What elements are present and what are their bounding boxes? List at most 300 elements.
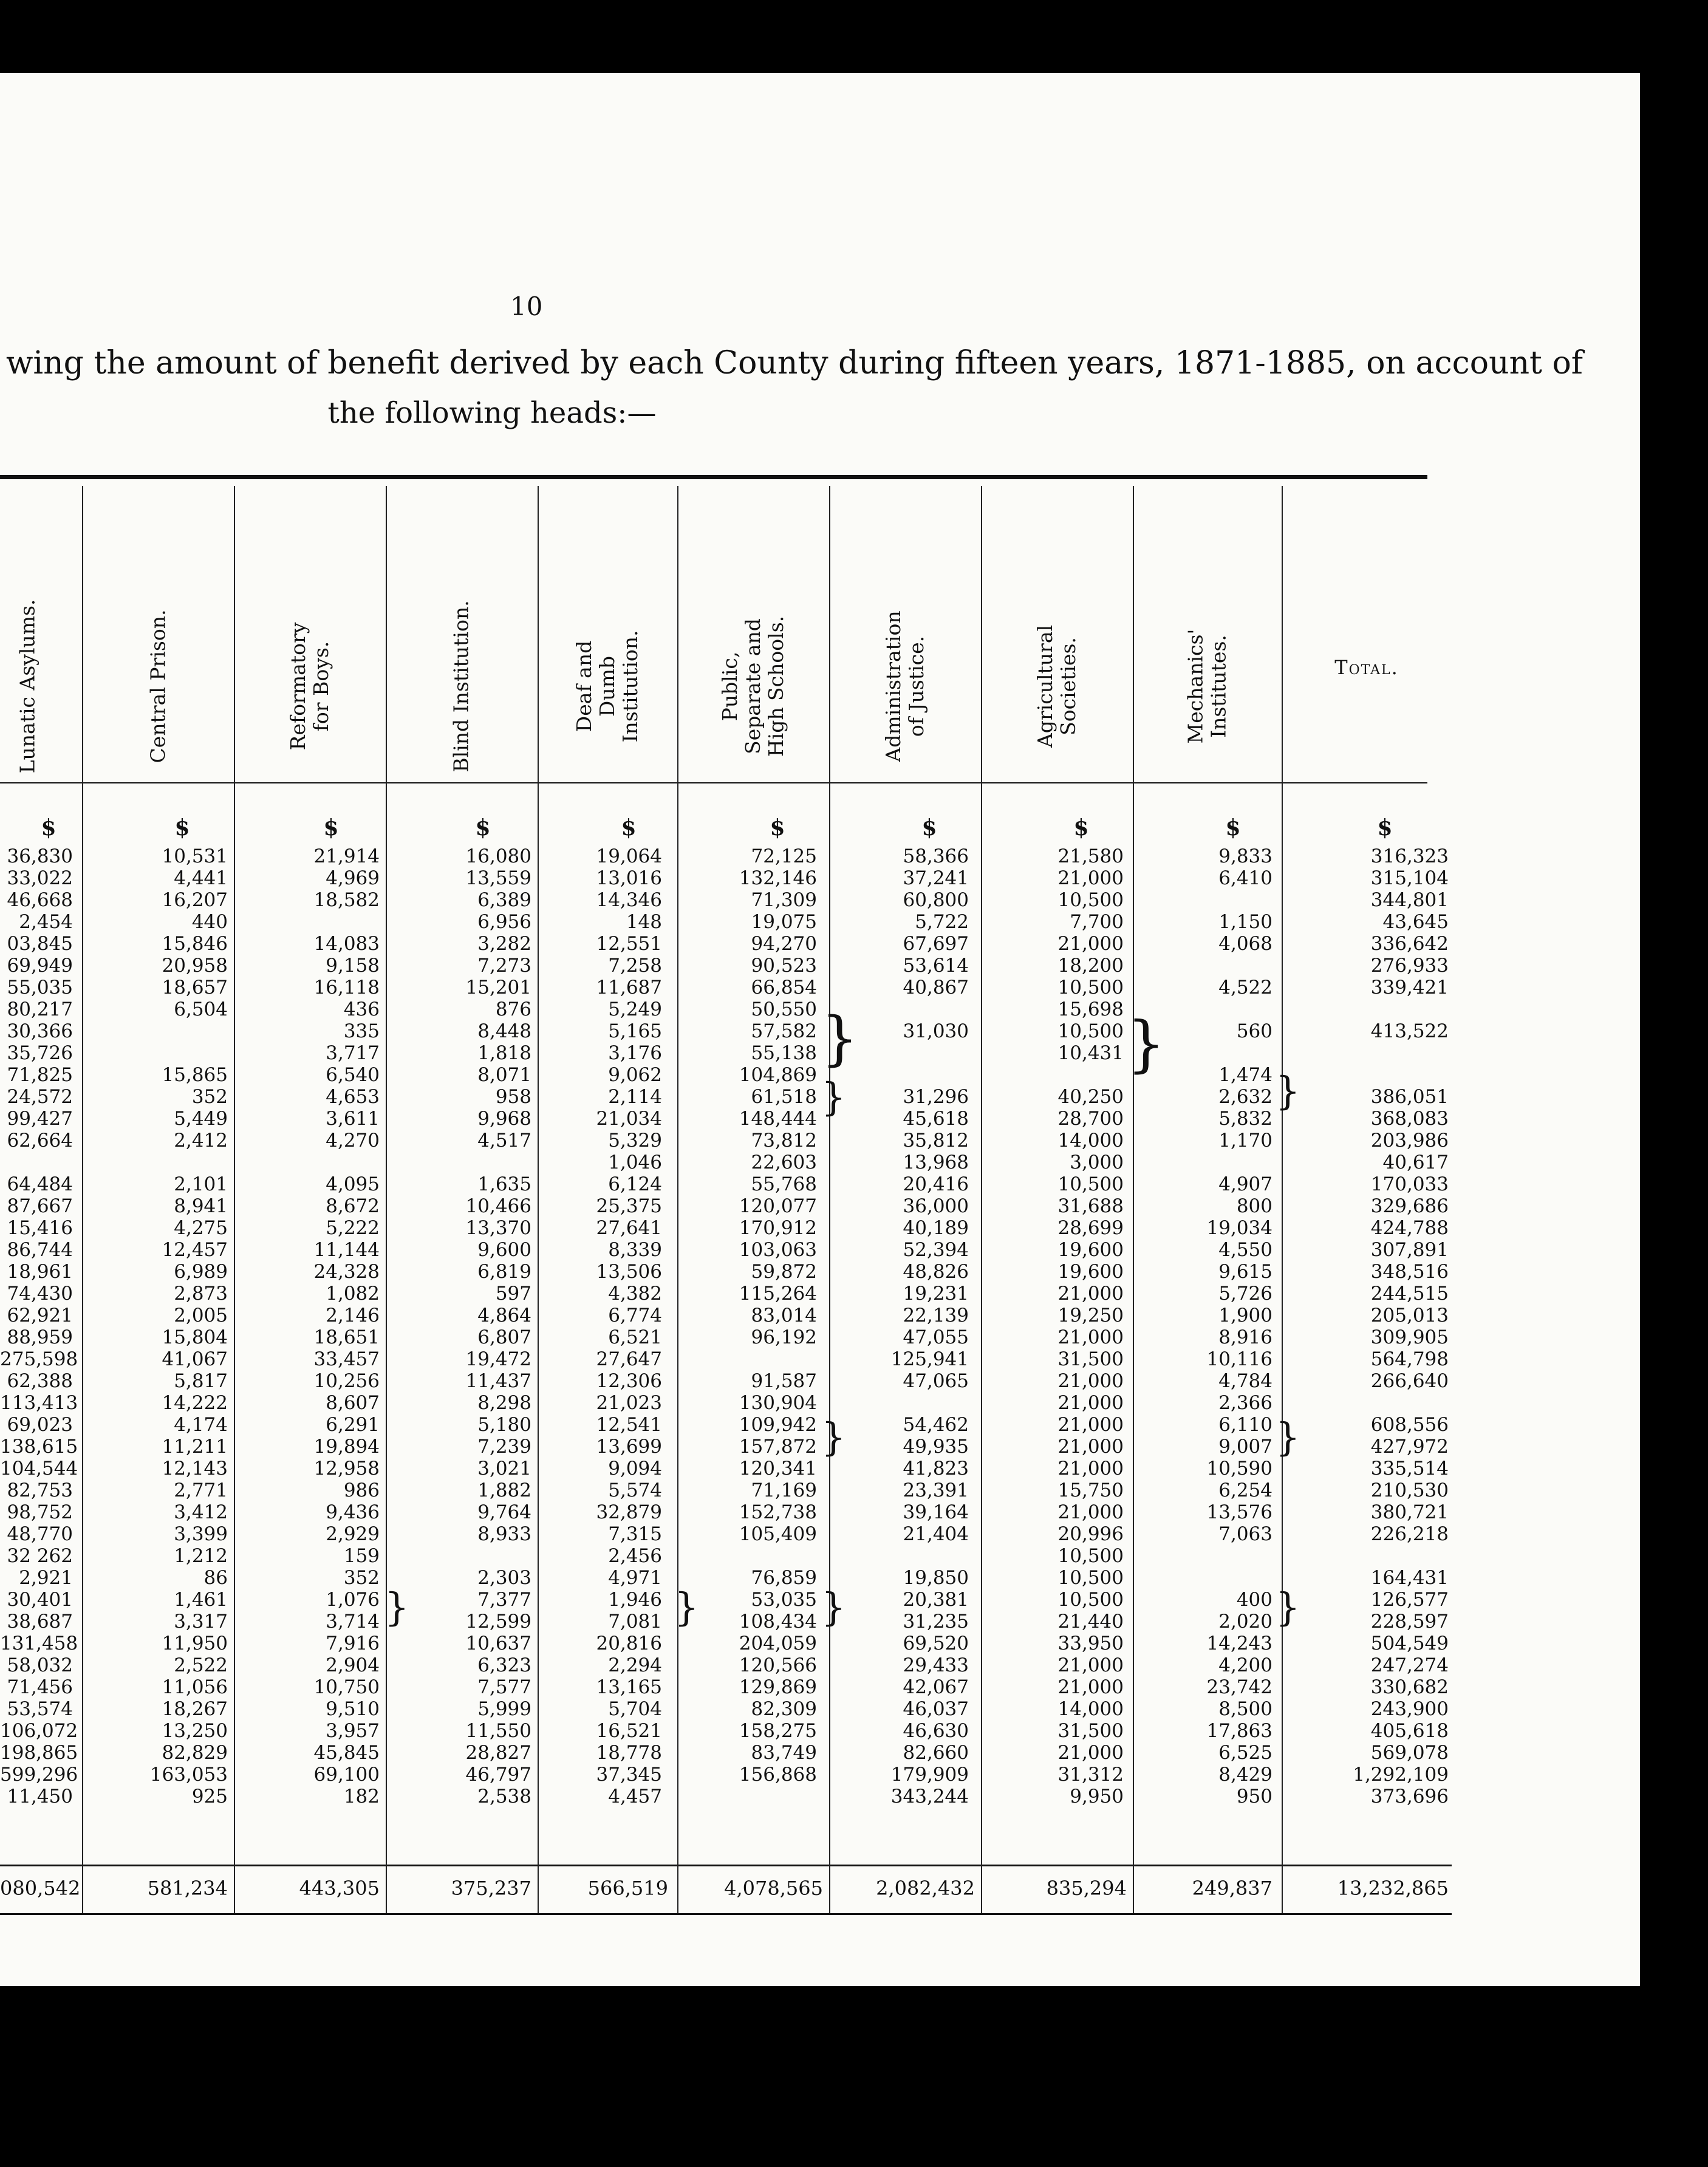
table-cell: 46,630 (903, 1720, 969, 1742)
table-cell: 405,618 (1370, 1720, 1449, 1742)
table-cell: 6,504 (174, 998, 228, 1020)
table-cell: 64,484 (7, 1173, 73, 1195)
table-cell: 7,273 (477, 955, 531, 977)
table-cell: 6,389 (477, 889, 531, 911)
table-cell: 21,000 (1057, 1414, 1124, 1436)
currency-symbol: $ (921, 815, 937, 841)
table-cell: 13,370 (465, 1217, 531, 1239)
table-cell: 148,444 (739, 1108, 817, 1130)
table-cell: 15,865 (162, 1064, 228, 1086)
currency-symbol: $ (621, 815, 637, 841)
table-cell: 40,867 (903, 977, 969, 998)
table-cell: 3,611 (326, 1108, 380, 1130)
table-cell: 8,916 (1218, 1326, 1272, 1348)
table-cell: 3,714 (326, 1611, 380, 1633)
grouping-brace: } (821, 1415, 846, 1460)
table-cell: 13,016 (596, 867, 662, 889)
table-cell: 4,784 (1218, 1370, 1272, 1392)
column-schools (695, 845, 817, 1807)
table-cell: 210,530 (1370, 1479, 1449, 1501)
table-cell: 8,933 (477, 1523, 531, 1545)
table-cell: 12,143 (162, 1458, 228, 1479)
table-cell: 13,559 (465, 867, 531, 889)
column-reformatory (261, 845, 380, 1807)
table-cell: 4,653 (326, 1086, 380, 1108)
table-cell: 5,722 (915, 911, 969, 933)
table-cell (695, 1786, 817, 1807)
table-cell: 22,139 (903, 1305, 969, 1326)
table-cell: 76,859 (751, 1567, 817, 1589)
table-cell: 5,165 (608, 1020, 662, 1042)
table-cell: 71,169 (751, 1479, 817, 1501)
table-cell: 12,306 (596, 1370, 662, 1392)
table-cell: 47,055 (903, 1326, 969, 1348)
table-cell: 7,258 (608, 955, 662, 977)
table-cell: 152,738 (739, 1501, 817, 1523)
table-cell: 61,518 (751, 1086, 817, 1108)
total-rule-bottom (0, 1913, 1452, 1915)
table-cell: 109,942 (739, 1414, 817, 1436)
table-cell: 5,249 (608, 998, 662, 1020)
table-cell: 148 (626, 911, 662, 933)
table-cell: 19,472 (465, 1348, 531, 1370)
table-cell (1142, 955, 1272, 977)
column-header-central-prison: Central Prison. (146, 609, 169, 763)
table-cell: 21,404 (903, 1523, 969, 1545)
table-cell: 7,315 (608, 1523, 662, 1545)
table-cell: 80,217 (7, 998, 73, 1020)
table-cell: 15,201 (465, 977, 531, 998)
table-cell: 11,144 (313, 1239, 380, 1261)
table-cell: 32 262 (7, 1545, 73, 1567)
table-cell: 13,968 (903, 1152, 969, 1173)
table-cell (695, 1545, 817, 1567)
table-cell: 4,907 (1218, 1173, 1272, 1195)
table-cell: 800 (1236, 1195, 1272, 1217)
table-cell: 10,500 (1057, 889, 1124, 911)
table-cell (1142, 1567, 1272, 1589)
table-cell: 4,095 (326, 1173, 380, 1195)
table-cell: 2,771 (174, 1479, 228, 1501)
table-cell: 4,517 (477, 1130, 531, 1152)
column-header-agricultural: Agricultural Societies. (1033, 624, 1080, 748)
column-header-reformatory: Reformatory for Boys. (286, 622, 333, 751)
table-cell: 31,296 (903, 1086, 969, 1108)
table-cell: 198,865 (0, 1742, 78, 1764)
table-cell: 11,687 (596, 977, 662, 998)
table-cell: 31,500 (1057, 1720, 1124, 1742)
table-cell: 560 (1236, 1020, 1272, 1042)
table-cell: 2,146 (326, 1305, 380, 1326)
table-cell: 28,699 (1057, 1217, 1124, 1239)
table-cell: 4,200 (1218, 1654, 1272, 1676)
table-cell: 170,033 (1370, 1173, 1449, 1195)
table-cell: 130,904 (739, 1392, 817, 1414)
table-cell: 104,544 (0, 1458, 78, 1479)
table-cell: 10,500 (1057, 1567, 1124, 1589)
table-cell: 12,551 (596, 933, 662, 955)
table-cell: 2,303 (477, 1567, 531, 1589)
table-cell: 2,454 (19, 911, 73, 933)
table-cell: 4,550 (1218, 1239, 1272, 1261)
total-deaf-dumb: 566,519 (587, 1877, 668, 1900)
table-cell: 52,394 (903, 1239, 969, 1261)
table-cell: 105,409 (739, 1523, 817, 1545)
table-cell: 2,366 (1218, 1392, 1272, 1414)
table-cell: 32,879 (596, 1501, 662, 1523)
table-cell: 31,030 (903, 1020, 969, 1042)
table-cell: 69,100 (313, 1764, 380, 1786)
table-cell: 83,749 (751, 1742, 817, 1764)
table-cell: 10,431 (1057, 1042, 1124, 1064)
table-cell: 66,854 (751, 977, 817, 998)
top-rule (0, 475, 1427, 479)
table-cell: 7,377 (477, 1589, 531, 1611)
table-cell: 6,540 (326, 1064, 380, 1086)
table-cell: 69,023 (7, 1414, 73, 1436)
table-cell: 58,366 (903, 845, 969, 867)
table-cell: 1,150 (1218, 911, 1272, 933)
table-cell: 16,118 (313, 977, 380, 998)
table-cell: 10,500 (1057, 977, 1124, 998)
table-cell: 8,672 (326, 1195, 380, 1217)
table-cell: 5,329 (608, 1130, 662, 1152)
table-cell: 14,346 (596, 889, 662, 911)
table-cell: 8,607 (326, 1392, 380, 1414)
table-cell: 45,845 (313, 1742, 380, 1764)
table-cell: 3,412 (174, 1501, 228, 1523)
table-cell: 3,717 (326, 1042, 380, 1064)
total-schools: 4,078,565 (724, 1877, 823, 1900)
table-cell: 10,500 (1057, 1589, 1124, 1611)
table-cell: 3,317 (174, 1611, 228, 1633)
table-cell: 15,698 (1057, 998, 1124, 1020)
table-cell: 352 (343, 1567, 380, 1589)
table-cell: 925 (191, 1786, 228, 1807)
table-cell: 90,523 (751, 955, 817, 977)
total-agricultural: 835,294 (1046, 1877, 1127, 1900)
table-cell: 53,614 (903, 955, 969, 977)
table-cell: 21,000 (1057, 1326, 1124, 1348)
table-cell: 7,916 (326, 1633, 380, 1654)
table-cell: 597 (495, 1283, 531, 1305)
table-cell: 18,657 (162, 977, 228, 998)
table-cell: 6,124 (608, 1173, 662, 1195)
table-cell: 21,000 (1057, 1283, 1124, 1305)
table-cell: 1,474 (1218, 1064, 1272, 1086)
table-cell: 113,413 (0, 1392, 78, 1414)
table-cell (413, 1152, 531, 1173)
table-cell: 99,427 (7, 1108, 73, 1130)
table-cell: 10,637 (465, 1633, 531, 1654)
column-header-deaf-dumb: Deaf and Dumb Institution. (572, 630, 642, 743)
grouping-brace: } (1276, 1069, 1300, 1114)
column-divider (1282, 486, 1283, 1913)
table-cell: 72,125 (751, 845, 817, 867)
table-cell: 10,531 (162, 845, 228, 867)
table-cell: 62,664 (7, 1130, 73, 1152)
table-cell: 8,298 (477, 1392, 531, 1414)
table-cell: 30,401 (7, 1589, 73, 1611)
grand-total: 13,232,865 (1337, 1877, 1449, 1900)
table-cell: 9,094 (608, 1458, 662, 1479)
table-cell: 14,000 (1057, 1698, 1124, 1720)
table-cell: 71,825 (7, 1064, 73, 1086)
grouping-brace: } (1276, 1585, 1300, 1630)
table-cell: 950 (1236, 1786, 1272, 1807)
table-cell: 243,900 (1370, 1698, 1449, 1720)
table-cell: 21,000 (1057, 1458, 1124, 1479)
table-cell: 129,869 (739, 1676, 817, 1698)
table-cell: 6,291 (326, 1414, 380, 1436)
table-cell: 380,721 (1370, 1501, 1449, 1523)
column-header-justice: Administration of Justice. (881, 610, 928, 762)
table-cell: 2,538 (477, 1786, 531, 1807)
table-cell: 7,063 (1218, 1523, 1272, 1545)
table-cell (1142, 1152, 1272, 1173)
table-cell: 170,912 (739, 1217, 817, 1239)
table-cell: 352 (191, 1086, 228, 1108)
column-lunatic-asylums (0, 845, 78, 1807)
currency-symbol: $ (1377, 815, 1393, 841)
table-cell: 43,645 (1382, 911, 1449, 933)
table-cell: 5,817 (174, 1370, 228, 1392)
table-cell: 11,211 (162, 1436, 228, 1458)
table-cell: 21,000 (1057, 1392, 1124, 1414)
grouping-brace: } (674, 1585, 699, 1630)
table-cell: 2,873 (174, 1283, 228, 1305)
table-cell: 6,323 (477, 1654, 531, 1676)
table-cell: 1,461 (174, 1589, 228, 1611)
table-cell: 39,164 (903, 1501, 969, 1523)
table-cell: 24,328 (313, 1261, 380, 1283)
table-cell: 10,466 (465, 1195, 531, 1217)
table-cell: 55,768 (751, 1173, 817, 1195)
table-cell: 228,597 (1370, 1611, 1449, 1633)
table-cell: 83,014 (751, 1305, 817, 1326)
table-cell: 203,986 (1370, 1130, 1449, 1152)
table-cell: 10,590 (1206, 1458, 1272, 1479)
table-cell: 47,065 (903, 1370, 969, 1392)
table-cell: 115,264 (739, 1283, 817, 1305)
table-cell: 13,699 (596, 1436, 662, 1458)
table-cell: 427,972 (1370, 1436, 1449, 1458)
table-cell: 62,388 (7, 1370, 73, 1392)
table-cell: 21,023 (596, 1392, 662, 1414)
table-cell: 18,778 (596, 1742, 662, 1764)
table-cell: 50,550 (751, 998, 817, 1020)
table-cell (1142, 1545, 1272, 1567)
table-cell: 504,549 (1370, 1633, 1449, 1654)
page (0, 73, 1640, 1986)
table-cell: 315,104 (1370, 867, 1449, 889)
table-cell: 12,958 (313, 1458, 380, 1479)
table-cell: 87,667 (7, 1195, 73, 1217)
table-cell: 19,850 (903, 1567, 969, 1589)
table-cell (413, 1545, 531, 1567)
table-cell: 4,441 (174, 867, 228, 889)
table-cell: 2,904 (326, 1654, 380, 1676)
table-cell: 6,254 (1218, 1479, 1272, 1501)
table-subtitle: the following heads:— (327, 396, 657, 430)
table-cell: 179,909 (890, 1764, 969, 1786)
table-cell: 120,077 (739, 1195, 817, 1217)
table-cell: 1,082 (326, 1283, 380, 1305)
table-cell: 46,668 (7, 889, 73, 911)
table-cell: 88,959 (7, 1326, 73, 1348)
table-cell: 53,035 (751, 1589, 817, 1611)
table-cell: 37,241 (903, 867, 969, 889)
table-cell: 608,556 (1370, 1414, 1449, 1436)
table-cell (695, 1348, 817, 1370)
column-mechanics (1142, 845, 1272, 1807)
table-cell: 9,764 (477, 1501, 531, 1523)
table-cell: 14,222 (162, 1392, 228, 1414)
table-cell: 18,582 (313, 889, 380, 911)
table-cell: 8,941 (174, 1195, 228, 1217)
table-cell: 19,064 (596, 845, 662, 867)
table-cell: 5,180 (477, 1414, 531, 1436)
table-cell: 344,801 (1370, 889, 1449, 911)
table-cell: 316,323 (1370, 845, 1449, 867)
table-cell: 31,312 (1057, 1764, 1124, 1786)
table-cell: 45,618 (903, 1108, 969, 1130)
table-cell: 138,615 (0, 1436, 78, 1458)
table-cell: 31,235 (903, 1611, 969, 1633)
table-cell (999, 1064, 1124, 1086)
table-cell: 373,696 (1370, 1786, 1449, 1807)
table-cell: 158,275 (739, 1720, 817, 1742)
table-cell: 11,437 (465, 1370, 531, 1392)
table-cell: 59,872 (751, 1261, 817, 1283)
table-cell (847, 1392, 969, 1414)
table-cell: 15,846 (162, 933, 228, 955)
table-cell: 9,510 (326, 1698, 380, 1720)
column-total (1291, 845, 1449, 1807)
table-cell: 16,080 (465, 845, 531, 867)
grouping-brace: } (821, 1075, 846, 1120)
table-cell: 23,742 (1206, 1676, 1272, 1698)
table-cell: 19,231 (903, 1283, 969, 1305)
column-header-schools: Public, Separate and High Schools. (718, 615, 788, 757)
table-cell: 275,598 (0, 1348, 78, 1370)
table-cell: 11,550 (465, 1720, 531, 1742)
table-cell: 986 (343, 1479, 380, 1501)
table-cell: 28,827 (465, 1742, 531, 1764)
table-cell: 6,110 (1218, 1414, 1272, 1436)
table-cell: 4,270 (326, 1130, 380, 1152)
table-cell: 159 (343, 1545, 380, 1567)
table-cell: 2,114 (608, 1086, 662, 1108)
table-cell: 86 (203, 1567, 228, 1589)
table-cell: 38,687 (7, 1611, 73, 1633)
table-cell: 5,726 (1218, 1283, 1272, 1305)
table-cell: 9,007 (1218, 1436, 1272, 1458)
table-cell: 58,032 (7, 1654, 73, 1676)
total-mechanics: 249,837 (1192, 1877, 1272, 1900)
table-cell: 18,200 (1057, 955, 1124, 977)
table-cell: 9,158 (326, 955, 380, 977)
column-blind-institution (413, 845, 531, 1807)
table-cell: 19,894 (313, 1436, 380, 1458)
table-cell: 35,726 (7, 1042, 73, 1064)
table-cell: 11,056 (162, 1676, 228, 1698)
table-cell: 120,341 (739, 1458, 817, 1479)
table-cell: 19,250 (1057, 1305, 1124, 1326)
table-cell: 339,421 (1370, 977, 1449, 998)
table-cell: 103,063 (739, 1239, 817, 1261)
table-cell: 71,309 (751, 889, 817, 911)
column-header-lunatic-asylums: Lunatic Asylums. (15, 599, 39, 774)
table-cell: 4,068 (1218, 933, 1272, 955)
table-cell: 21,000 (1057, 867, 1124, 889)
table-cell (1291, 1392, 1449, 1414)
table-cell: 163,053 (149, 1764, 228, 1786)
table-cell: 71,456 (7, 1676, 73, 1698)
table-cell: 91,587 (751, 1370, 817, 1392)
table-cell: 14,083 (313, 933, 380, 955)
table-cell (847, 1545, 969, 1567)
table-cell: 20,416 (903, 1173, 969, 1195)
table-cell: 16,521 (596, 1720, 662, 1742)
table-cell: 336,642 (1370, 933, 1449, 955)
column-header-total: Total. (1334, 656, 1399, 679)
table-cell: 18,651 (313, 1326, 380, 1348)
table-cell: 20,816 (596, 1633, 662, 1654)
table-cell: 5,704 (608, 1698, 662, 1720)
table-cell: 33,950 (1057, 1633, 1124, 1654)
table-cell: 10,256 (313, 1370, 380, 1392)
table-cell (1291, 1545, 1449, 1567)
table-cell: 276,933 (1370, 955, 1449, 977)
table-cell: 19,600 (1057, 1239, 1124, 1261)
table-cell: 7,577 (477, 1676, 531, 1698)
total-reformatory: 443,305 (299, 1877, 380, 1900)
table-cell: 9,436 (326, 1501, 380, 1523)
table-cell: 31,500 (1057, 1348, 1124, 1370)
grouping-brace: } (821, 1005, 859, 1073)
table-cell: 9,950 (1070, 1786, 1124, 1807)
table-cell: 21,000 (1057, 933, 1124, 955)
table-cell: 10,500 (1057, 1545, 1124, 1567)
table-cell: 40,250 (1057, 1086, 1124, 1108)
table-cell (109, 1042, 228, 1064)
table-cell: 329,686 (1370, 1195, 1449, 1217)
table-cell: 57,582 (751, 1020, 817, 1042)
table-cell: 106,072 (0, 1720, 78, 1742)
table-cell: 4,522 (1218, 977, 1272, 998)
table-cell: 9,615 (1218, 1261, 1272, 1283)
table-cell: 42,067 (903, 1676, 969, 1698)
column-deaf-dumb (547, 845, 662, 1807)
table-cell: 564,798 (1370, 1348, 1449, 1370)
table-cell: 6,774 (608, 1305, 662, 1326)
table-cell: 400 (1236, 1589, 1272, 1611)
currency-symbol: $ (41, 815, 56, 841)
table-cell: 413,522 (1370, 1020, 1449, 1042)
table-cell: 1,946 (608, 1589, 662, 1611)
page-number: 10 (510, 292, 543, 321)
table-cell: 54,462 (903, 1414, 969, 1436)
table-cell: 436 (343, 998, 380, 1020)
grouping-brace: } (1127, 1008, 1166, 1079)
table-cell: 1,292,109 (1353, 1764, 1449, 1786)
table-cell: 266,640 (1370, 1370, 1449, 1392)
table-cell: 108,434 (739, 1611, 817, 1633)
table-cell: 7,700 (1070, 911, 1124, 933)
table-cell: 9,062 (608, 1064, 662, 1086)
table-cell: 5,222 (326, 1217, 380, 1239)
